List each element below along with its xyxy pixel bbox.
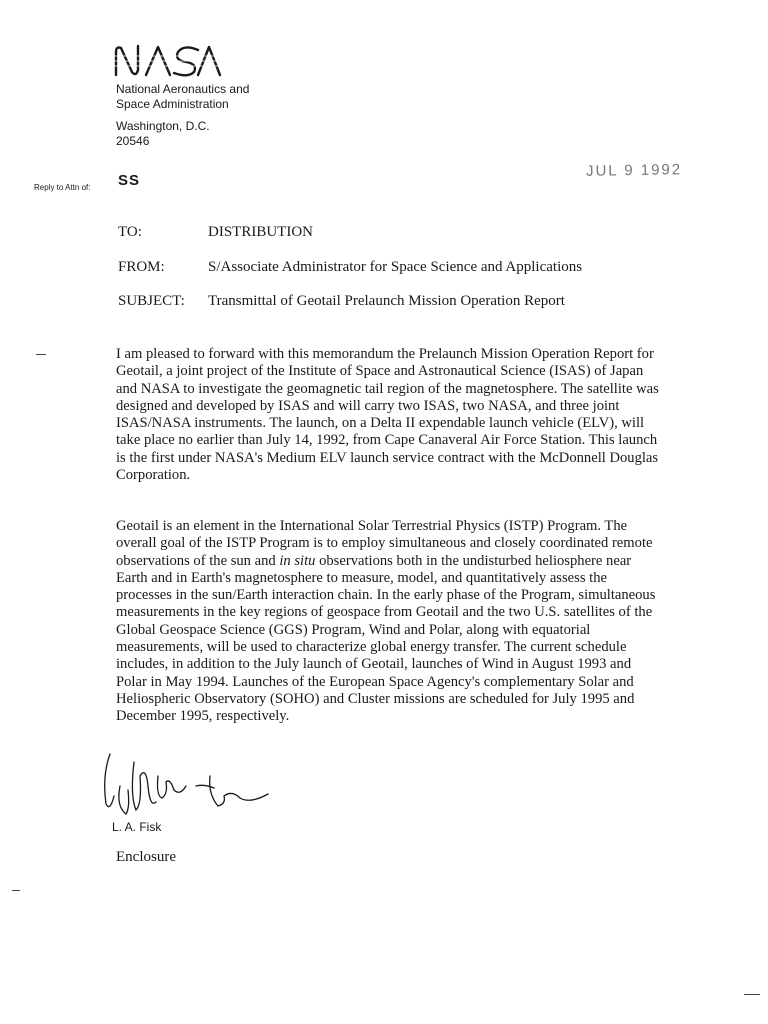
margin-mark-top [36, 354, 46, 355]
agency-line-2: Space Administration [116, 96, 229, 111]
from-value: S/Associate Administrator for Space Science and Applications [208, 259, 583, 275]
address-city: Washington, D.C. [116, 119, 210, 133]
reply-to-code: SS [118, 172, 141, 189]
body-paragraph-2 [116, 518, 664, 726]
paragraph-2-text-b: observations both in the undisturbed heliosphere near Earth and in Earth's magnetosphere to measure, model, and quantitatively assess the processes in the sun/Earth interaction chain. In the early phase of the Program, simultaneous measurements in the key regions of geospace from Geotail and the two U.S. satellites of the Global Geospace Science (GGS) Program, Wind and Polar, along with equatorial measurements, will be used to characterize global energy transfer. The current schedule includes, in addition to the July launch of Geotail, launches of Wind in August 1993 and Polar in May 1994. Launches of the European Space Agency's complementary Solar and Heliospheric Observatory (SOHO) and Cluster missions are scheduled for July 1995 and December 1995, respectively. [116, 552, 656, 725]
paragraph-2-italic: in situ [279, 552, 316, 569]
subject-value: Transmittal of Geotail Prelaunch Mission Operation Report [208, 293, 565, 309]
nasa-logo [112, 42, 222, 78]
agency-address [116, 119, 210, 148]
agency-line-1: National Aeronautics and [116, 82, 250, 96]
to-label: TO: [118, 224, 142, 240]
margin-mark-bottom [12, 890, 20, 891]
memo-from-row [118, 259, 583, 276]
to-value: DISTRIBUTION [208, 224, 313, 240]
corner-mark [744, 994, 760, 995]
signature [100, 746, 280, 826]
agency-name [116, 82, 249, 111]
date-stamp: JUL 9 1992 [585, 161, 683, 180]
memo-to-row [118, 224, 313, 241]
signer-name: L. A. Fisk [112, 820, 162, 834]
from-label: FROM: [118, 259, 165, 275]
paragraph-2-text-a: Geotail is an element in the International Solar Terrestrial Physics (ISTP) Program. The overall goal of the ISTP Program is to employ simultaneous and closely coordinated remote observations of the sun and [116, 518, 653, 569]
body-paragraph-1: I am pleased to forward with this memorandum the Prelaunch Mission Operation Report for Geotail, a joint project of the Institute of Space and Astronautical Science (ISAS) of Japan and NASA to investigate the geomagnetic tail region of the magnetosphere. The satellite was designed and developed by ISAS and will carry two ISAS, two NASA, and three joint ISAS/NASA instruments. The launch, on a Delta II expendable launch vehicle (ELV), will take place no earlier than July 14, 1992, from Cape Canaveral Air Force Station. This launch is the first under NASA's Medium ELV launch service contract with the McDonnell Douglas Corporation. [116, 346, 659, 484]
enclosure-note: Enclosure [116, 849, 176, 865]
reply-to-label: Reply to Attn of: [34, 183, 91, 192]
memo-subject-row [118, 293, 565, 310]
subject-label: SUBJECT: [118, 293, 185, 309]
address-zip: 20546 [116, 133, 150, 148]
